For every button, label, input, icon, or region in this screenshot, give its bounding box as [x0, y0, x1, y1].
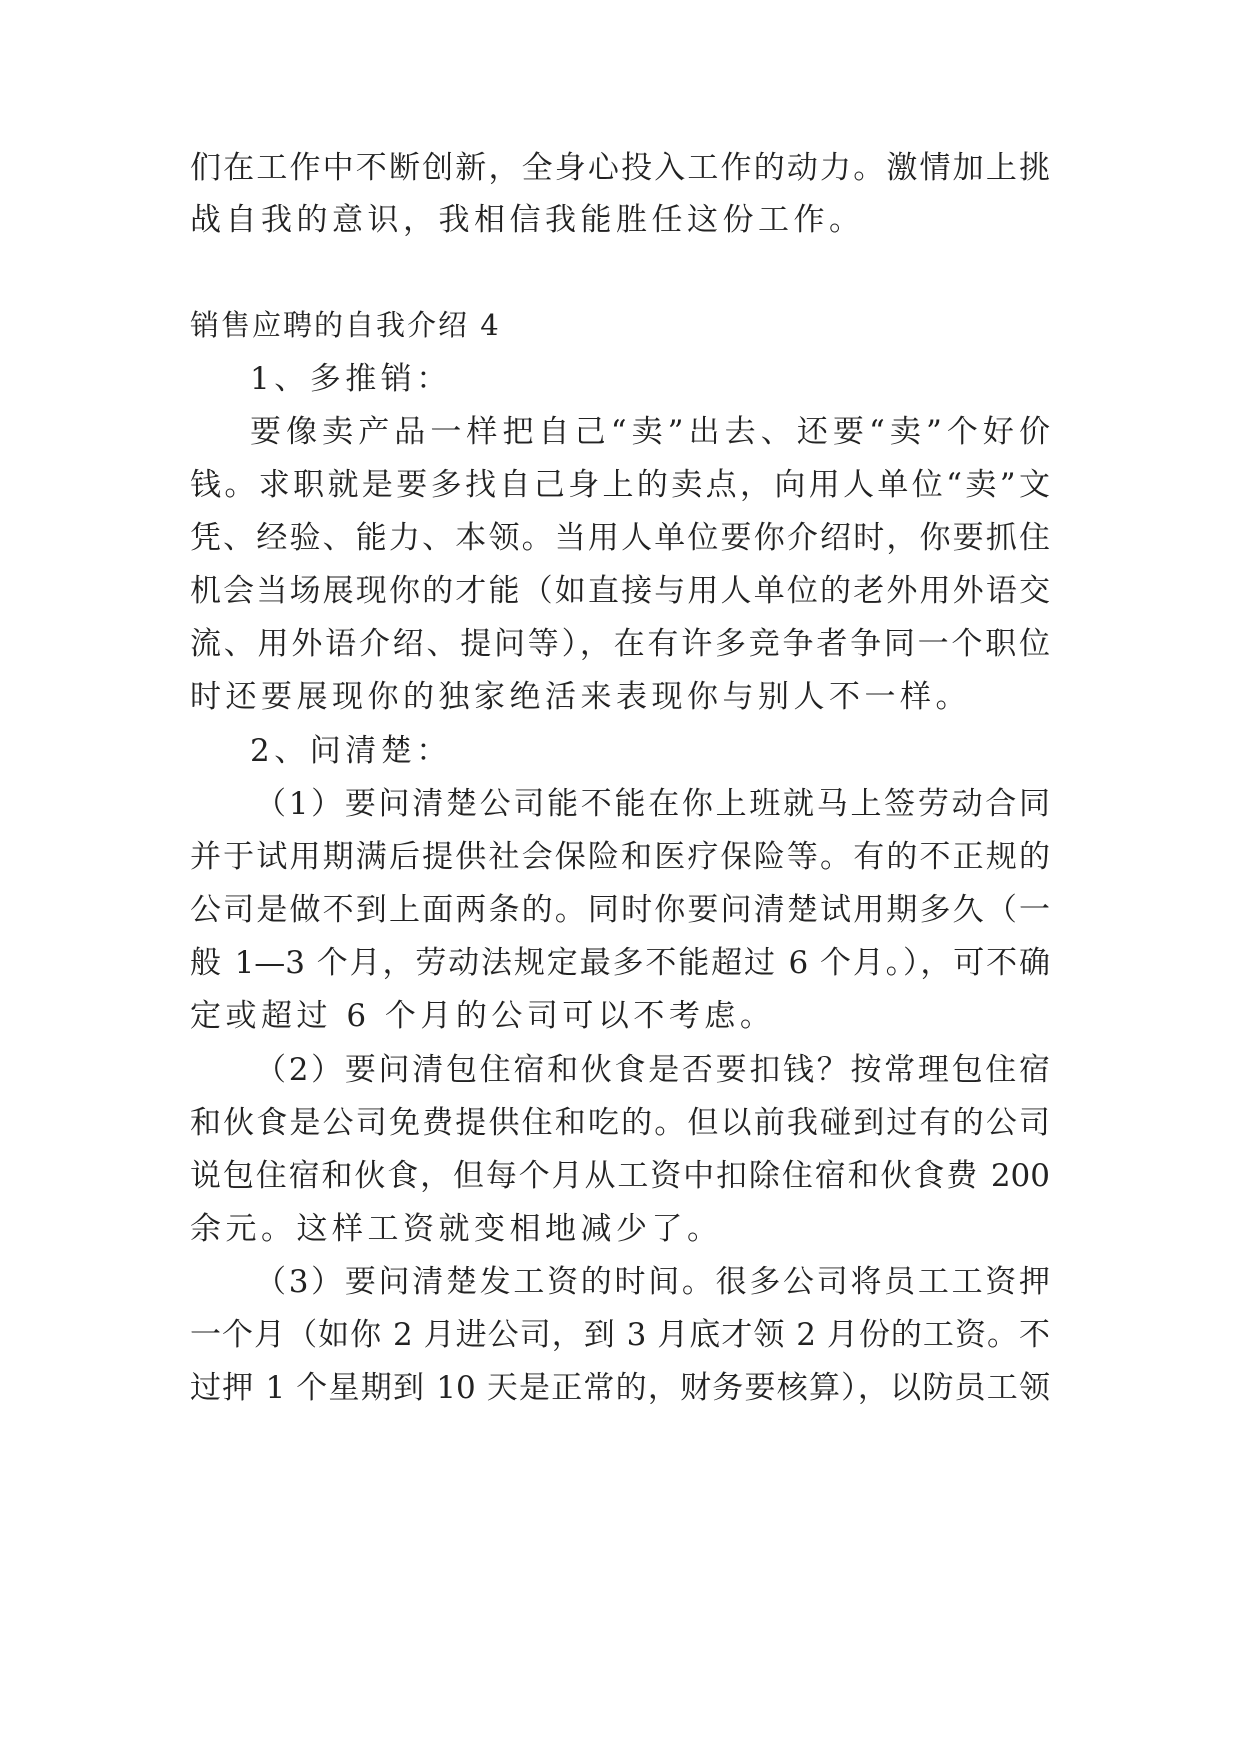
paragraph-line: 一个月（如你 2 月进公司，到 3 月底才领 2 月份的工资。不	[190, 1317, 1050, 1353]
paragraph-line: 和伙食是公司免费提供住和吃的。但以前我碰到过有的公司	[190, 1105, 1050, 1141]
paragraph-line: 流、用外语介绍、提问等），在有许多竞争者争同一个职位	[190, 626, 1050, 662]
paragraph-line: （2）要问清包住宿和伙食是否要扣钱？按常理包住宿	[255, 1052, 1050, 1088]
paragraph-line: 凭、经验、能力、本领。当用人单位要你介绍时，你要抓住	[190, 520, 1050, 556]
list-item-heading: 2、问清楚：	[250, 733, 452, 769]
paragraph-line: 说包住宿和伙食，但每个月从工资中扣除住宿和伙食费 200	[190, 1158, 1050, 1194]
section-heading: 销售应聘的自我介绍 4	[190, 308, 501, 342]
paragraph-line: 过押 1 个星期到 10 天是正常的，财务要核算），以防员工领	[190, 1370, 1050, 1406]
paragraph-line: 要像卖产品一样把自己“卖”出去、还要“卖”个好价	[250, 414, 1050, 450]
paragraph-line: 们在工作中不断创新，全身心投入工作的动力。激情加上挑	[190, 150, 1050, 186]
list-item-heading: 1、多推销：	[250, 361, 452, 397]
paragraph-line: 机会当场展现你的才能（如直接与用人单位的老外用外语交	[190, 573, 1050, 609]
paragraph-line: （3）要问清楚发工资的时间。很多公司将员工工资押	[255, 1264, 1050, 1300]
paragraph-line: 钱。求职就是要多找自己身上的卖点，向用人单位“卖”文	[190, 467, 1050, 503]
paragraph-line: 并于试用期满后提供社会保险和医疗保险等。有的不正规的	[190, 839, 1050, 875]
paragraph-line: 般 1—3 个月，劳动法规定最多不能超过 6 个月。），可不确	[190, 945, 1050, 981]
paragraph-line: （1）要问清楚公司能不能在你上班就马上签劳动合同	[255, 786, 1050, 822]
paragraph-line: 时还要展现你的独家绝活来表现你与别人不一样。	[190, 679, 971, 715]
paragraph-line: 余元。这样工资就变相地减少了。	[190, 1211, 723, 1247]
paragraph-line: 战自我的意识，我相信我能胜任这份工作。	[190, 202, 865, 238]
paragraph-line: 定或超过 6 个月的公司可以不考虑。	[190, 998, 776, 1034]
paragraph-line: 公司是做不到上面两条的。同时你要问清楚试用期多久（一	[190, 892, 1050, 928]
